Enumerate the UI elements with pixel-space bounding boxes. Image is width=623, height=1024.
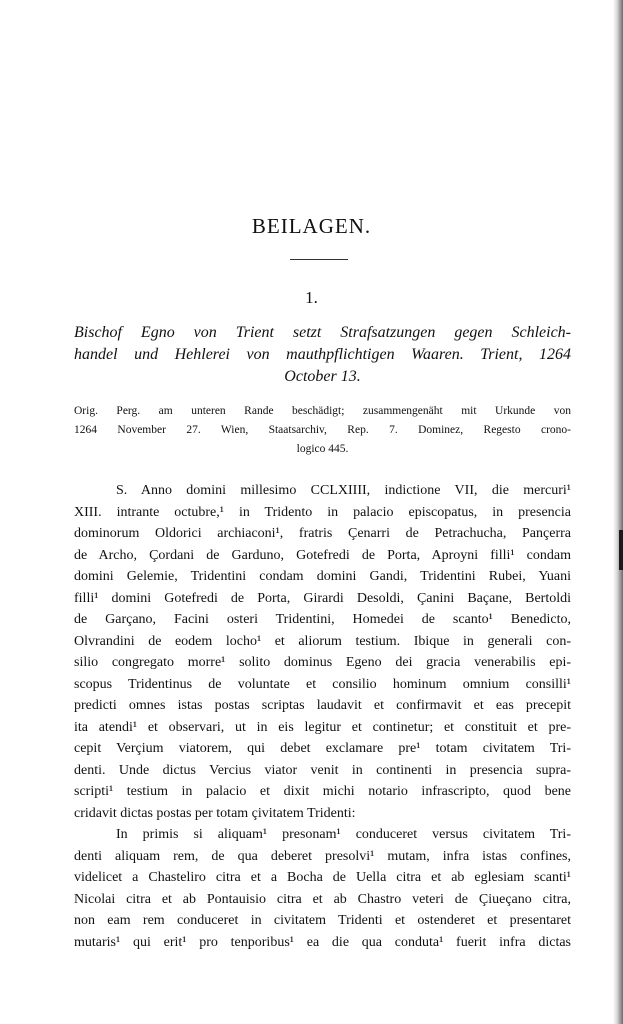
body-line: cridavit dictas postas per totam çivitatem Tridenti: bbox=[74, 805, 356, 821]
body-line: Nicolai citra et ab Pontauisio citra et ab Chastro veteri de Çiueçano citra, bbox=[74, 891, 571, 907]
page-edge-shadow bbox=[613, 0, 623, 1024]
document-number: 1. bbox=[305, 288, 318, 307]
body-line: silio congregato morre¹ solito dominus Egeno dei gracia venerabilis epi- bbox=[74, 655, 571, 670]
document-body bbox=[74, 480, 571, 953]
body-line: predicti omnes istas postas scriptas laudavit et confirmavit et eas precepit bbox=[74, 698, 571, 713]
body-line: non eam rem conduceret in civitatem Tridenti et ostenderet et presentaret bbox=[74, 913, 571, 928]
body-line: denti aliquam rem, de qua deberet presolvi¹ mutam, infra istas confines, bbox=[74, 848, 571, 864]
page-edge-mark bbox=[619, 530, 623, 570]
source-line: logico 445. bbox=[296, 443, 349, 455]
body-line: filli¹ domini Gotefredi de Porta, Girardi Desoldi, Çanini Baçane, Bertoldi bbox=[74, 590, 571, 606]
body-line: S. Anno domini millesimo CCLXIIII, indictione VII, die mercuri¹ bbox=[116, 483, 571, 498]
document-heading bbox=[74, 322, 571, 388]
heading-line: October 13. bbox=[284, 368, 361, 385]
body-line: de Garçano, Facini osteri Tridentini, Homedei de scanto¹ Benedicto, bbox=[74, 612, 571, 627]
heading-line: handel und Hehlerei von mauthpflichtigen Waaren. Trient, 1264 bbox=[74, 346, 571, 363]
body-line: cepit Verçium viatorem, qui debet exclamare pre¹ totam civitatem Tri- bbox=[74, 741, 571, 756]
body-line: videlicet a Chasteliro citra et a Bocha de Uella citra et ab eglesiam scanti¹ bbox=[74, 870, 571, 885]
body-line: scopus Tridentinus de voluntate et consilio hominum omnium consilli¹ bbox=[74, 676, 571, 692]
body-line: dominorum Oldorici archiaconi¹, fratris Çenarri de Petrachucha, Pançerra bbox=[74, 526, 571, 541]
page-title: BEILAGEN. bbox=[251, 214, 372, 238]
body-line: domini Gelemie, Tridentini condam domini Gandi, Tridentini Rubei, Yuani bbox=[74, 569, 571, 584]
body-line: scripti¹ testium in palacio et dixit michi notario infrascripto, quod bene bbox=[74, 784, 571, 799]
body-line: mutaris¹ qui erit¹ pro tenporibus¹ ea die qua conduta¹ fuerit infra dictas bbox=[74, 934, 571, 950]
heading-line: Bischof Egno von Trient setzt Strafsatzungen gegen Schleich- bbox=[74, 324, 571, 341]
body-line: ita atendi¹ et observari, ut in eis legitur et continetur; et constituit et pre- bbox=[74, 719, 571, 735]
body-line: de Archo, Çordani de Garduno, Gotefredi de Porta, Aproyni filli¹ condam bbox=[74, 547, 571, 563]
body-line: Olvrandini de eodem locho¹ et aliorum testium. Ibique in generali con- bbox=[74, 633, 571, 649]
source-note bbox=[74, 402, 571, 459]
title-divider bbox=[290, 259, 348, 260]
body-line: In primis si aliquam¹ presonam¹ conduceret versus civitatem Tri- bbox=[116, 827, 571, 842]
body-line: denti. Unde dictus Vercius viator venit in continenti in presencia supra- bbox=[74, 762, 571, 778]
source-line: 1264 November 27. Wien, Staatsarchiv, Rep. 7. Dominez, Regesto crono- bbox=[74, 424, 571, 436]
source-line: Orig. Perg. am unteren Rande beschädigt; zusammengenäht mit Urkunde von bbox=[74, 405, 571, 417]
body-line: XIII. intrante octubre,¹ in Tridento in palacio episcopatus, in presencia bbox=[74, 504, 571, 520]
